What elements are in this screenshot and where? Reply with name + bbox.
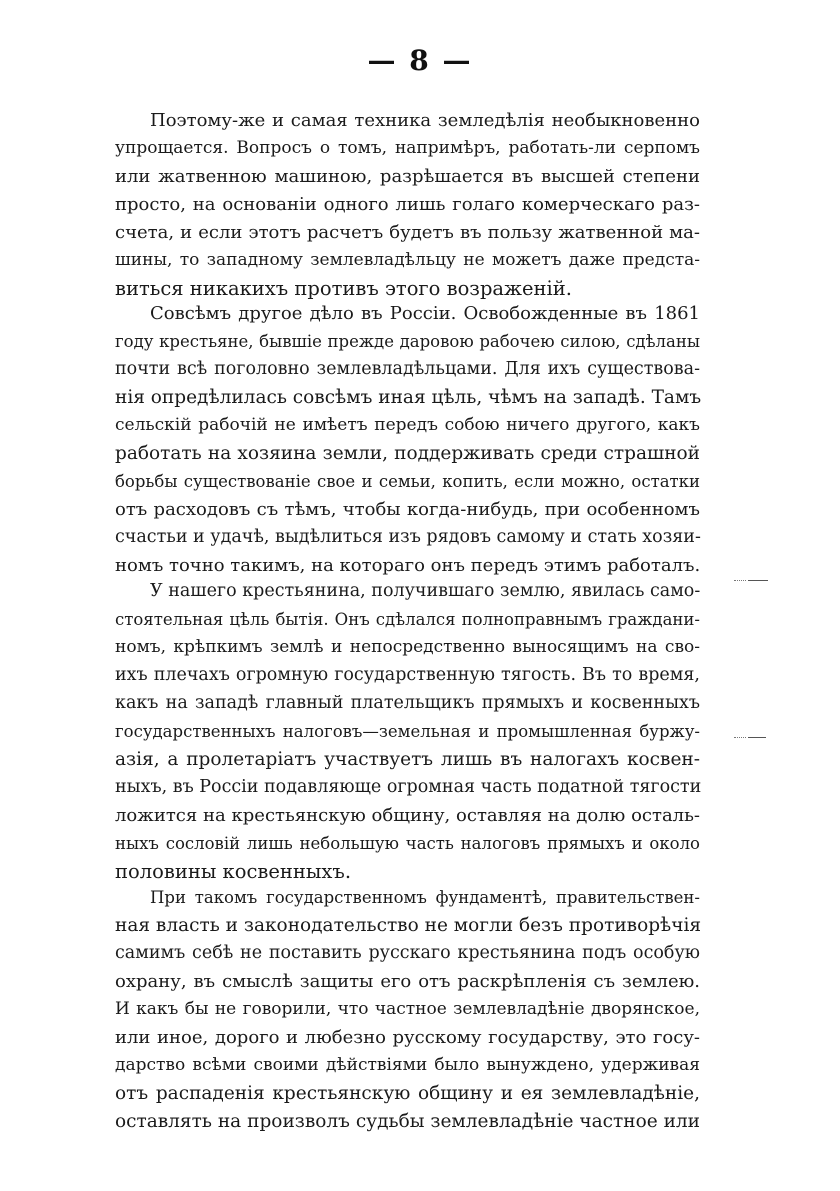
page-number: — 8 — bbox=[367, 44, 473, 77]
text-line: или жатвенною машиною, разрѣшается въ высшей степени bbox=[115, 166, 700, 187]
text-line: И какъ бы не говорили, что частное землевладѣніе дворянское, bbox=[115, 999, 700, 1019]
text-line: дарство всѣми своими дѣйствіями было вынуждено, удерживая bbox=[115, 1055, 700, 1075]
text-line: ная власть и законодательство не могли безъ противорѣчія bbox=[115, 915, 702, 936]
text-line: Совсѣмъ другое дѣло въ Россіи. Освобожденные въ 1861 bbox=[150, 303, 700, 324]
text-line: номъ, крѣпкимъ землѣ и непосредственно выносящимъ на сво- bbox=[115, 637, 700, 657]
text-line: При такомъ государственномъ фундаментѣ, правительствен- bbox=[150, 888, 700, 907]
margin-mark bbox=[734, 737, 746, 739]
text-line: охрану, въ смыслѣ защиты его отъ раскрѣпленія съ землею. bbox=[115, 971, 700, 992]
text-line: виться никакихъ противъ этого возраженій. bbox=[115, 277, 572, 300]
text-line: ныхъ сословій лишь небольшую часть налоговъ прямыхъ и около bbox=[115, 834, 700, 853]
text-line: какъ на западѣ главный плательщикъ прямыхъ и косвенныхъ bbox=[115, 693, 700, 713]
text-line: стоятельная цѣль бытія. Онъ сдѣлался полноправнымъ граждани- bbox=[115, 610, 700, 629]
text-line: самимъ себѣ не поставить русскаго крестьянина подъ особую bbox=[115, 943, 700, 963]
text-line: азія, а пролетаріатъ участвуетъ лишь въ налогахъ косвен- bbox=[115, 749, 700, 770]
text-line: борьбы существованіе свое и семьи, копить, если можно, остатки bbox=[115, 472, 700, 491]
text-line: государственныхъ налоговъ—земельная и промышленная буржу- bbox=[115, 722, 700, 741]
text-line: счета, и если этотъ расчетъ будетъ въ пользу жатвенной ма- bbox=[115, 222, 700, 243]
text-line: счастьи и удачѣ, выдѣлиться изъ рядовъ самому и стать хозяи- bbox=[115, 527, 701, 547]
margin-mark bbox=[734, 580, 746, 582]
text-line: оставлять на произволъ судьбы землевладѣніе частное или bbox=[115, 1111, 700, 1132]
text-line: почти всѣ поголовно землевладѣльцами. Для ихъ существова- bbox=[115, 359, 700, 379]
text-line: просто, на основаніи одного лишь голаго комерческаго раз- bbox=[115, 194, 700, 215]
text-line: ихъ плечахъ огромную государственную тягость. Въ то время, bbox=[115, 665, 700, 685]
text-line: отъ расходовъ съ тѣмъ, чтобы когда-нибудь, при особенномъ bbox=[115, 499, 700, 520]
text-line: ложится на крестьянскую общину, оставляя на долю осталь- bbox=[115, 805, 700, 826]
text-line: или иное, дорого и любезно русскому государству, это госу- bbox=[115, 1027, 700, 1048]
text-line: Поэтому-же и самая техника земледѣлія необыкновенно bbox=[150, 110, 700, 131]
margin-mark bbox=[748, 737, 766, 738]
text-line: У нашего крестьянина, получившаго землю, явилась само- bbox=[150, 581, 701, 601]
text-line: году крестьяне, бывшіе прежде даровою рабочею силою, сдѣланы bbox=[115, 332, 700, 351]
text-line: упрощается. Вопросъ о томъ, напримѣръ, работать-ли серпомъ bbox=[115, 138, 700, 158]
text-line: нія опредѣлилась совсѣмъ иная цѣль, чѣмъ на западѣ. Тамъ bbox=[115, 387, 702, 408]
text-line: шины, то западному землевладѣльцу не можетъ даже предста- bbox=[115, 250, 700, 270]
margin-mark bbox=[748, 580, 768, 581]
text-line: отъ распаденія крестьянскую общину и ея землевладѣніе, bbox=[115, 1083, 700, 1104]
text-line: номъ точно такимъ, на котораго онъ передъ этимъ работалъ. bbox=[115, 555, 701, 576]
text-line: половины косвенныхъ. bbox=[115, 860, 352, 883]
text-line: ныхъ, въ Россіи подавляюще огромная часть податной тягости bbox=[115, 777, 702, 797]
text-line: работать на хозяина земли, поддерживать среди страшной bbox=[115, 443, 700, 464]
text-line: сельскій рабочій не имѣетъ передъ собою ничего другого, какъ bbox=[115, 415, 700, 435]
